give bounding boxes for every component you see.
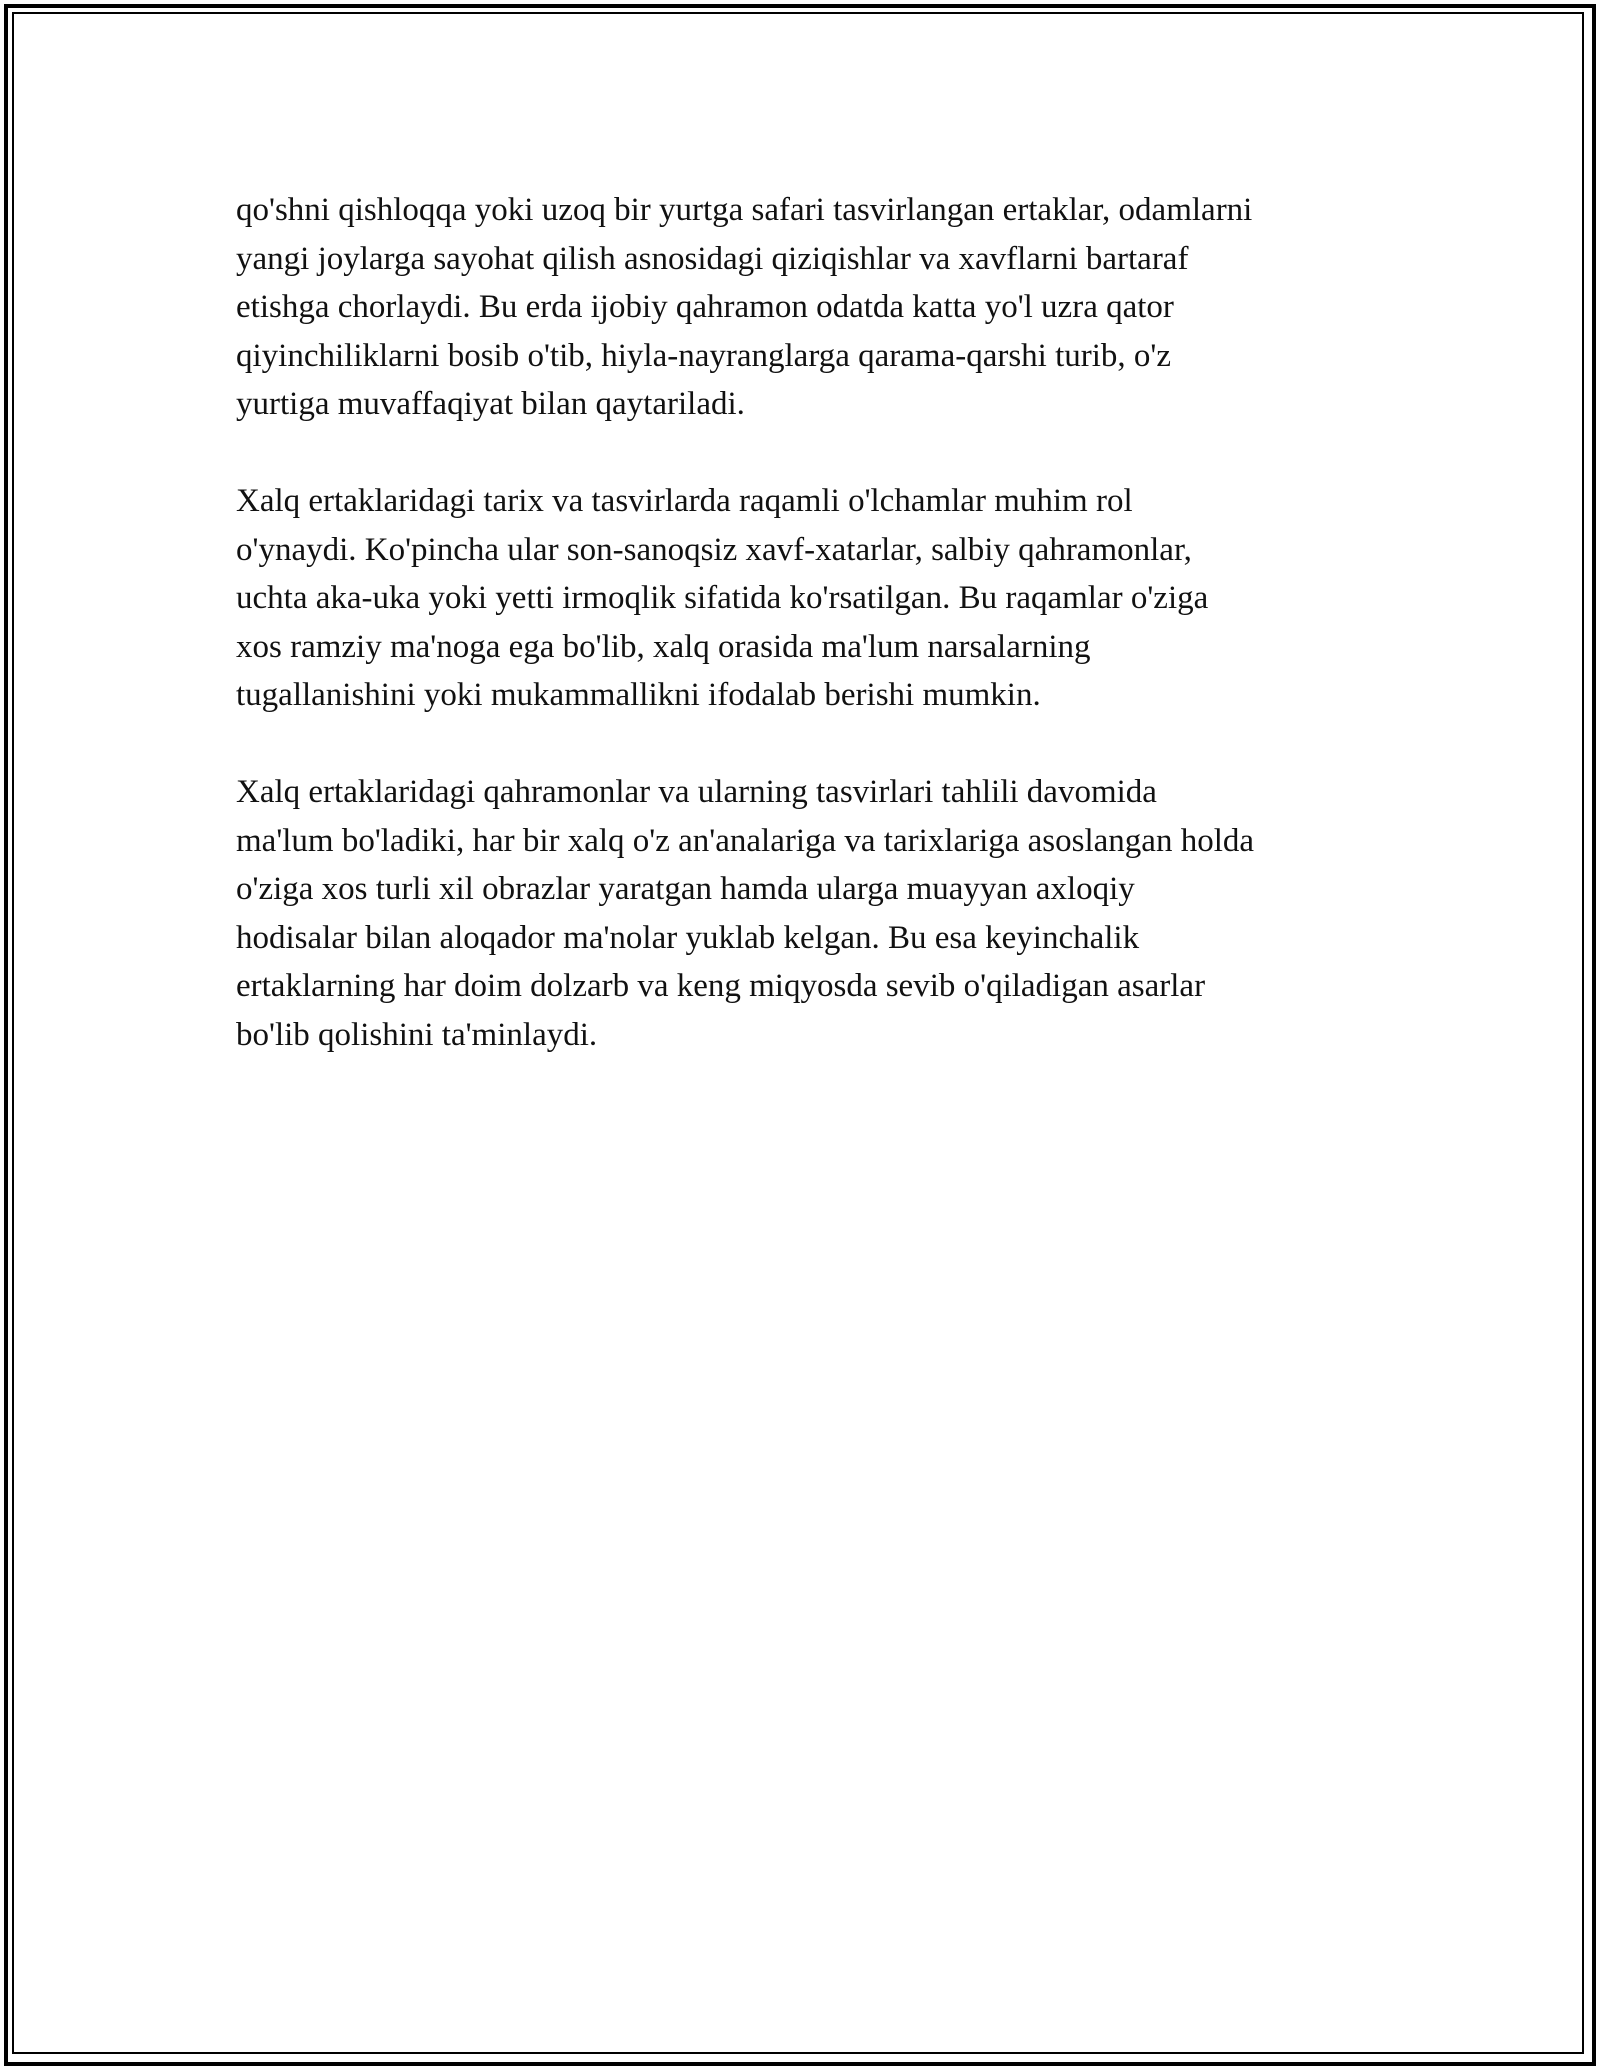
- paragraph-numbers: Xalq ertaklaridagi tarix va tasvirlarda raqamli o'lchamlar muhim rol o'ynaydi. Ko'pincha ular son-sanoqsiz xavf-xatarlar, salbiy qahramonlar, uchta aka-uka yoki yetti irmoqlik sifatida ko'rsatilgan. Bu raqamlar o'ziga xos ramziy ma'noga ega bo'lib, xalq orasida ma'lum narsalarning tugallanishini yoki mukammallikni ifodalab berishi mumkin.: [236, 483, 1209, 713]
- paragraph-journey: qo'shni qishloqqa yoki uzoq bir yurtga safari tasvirlangan ertaklar, odamlarni yangi joylarga sayohat qilish asnosidagi qiziqishlar va xavflarni bartaraf etishga chorlaydi. Bu erda ijobiy qahramon odatda katta yo'l uzra qator qiyinchiliklarni bosib o'tib, hiyla-nayranglarga qarama-qarshi turib, o'z yurtiga muvaffaqiyat bilan qaytariladi.: [236, 192, 1253, 422]
- document-body: [236, 186, 1386, 1108]
- paragraph-heroes: Xalq ertaklaridagi qahramonlar va ularning tasvirlari tahlili davomida ma'lum bo'ladiki, har bir xalq o'z an'analariga va tarixlariga asoslangan holda o'ziga xos turli xil obrazlar yaratgan hamda ularga muayyan axloqiy hodisalar bilan aloqador ma'nolar yuklab kelgan. Bu esa keyinchalik ertaklarning har doim dolzarb va keng miqyosda sevib o'qiladigan asarlar bo'lib qolishini ta'minlaydi.: [236, 774, 1255, 1053]
